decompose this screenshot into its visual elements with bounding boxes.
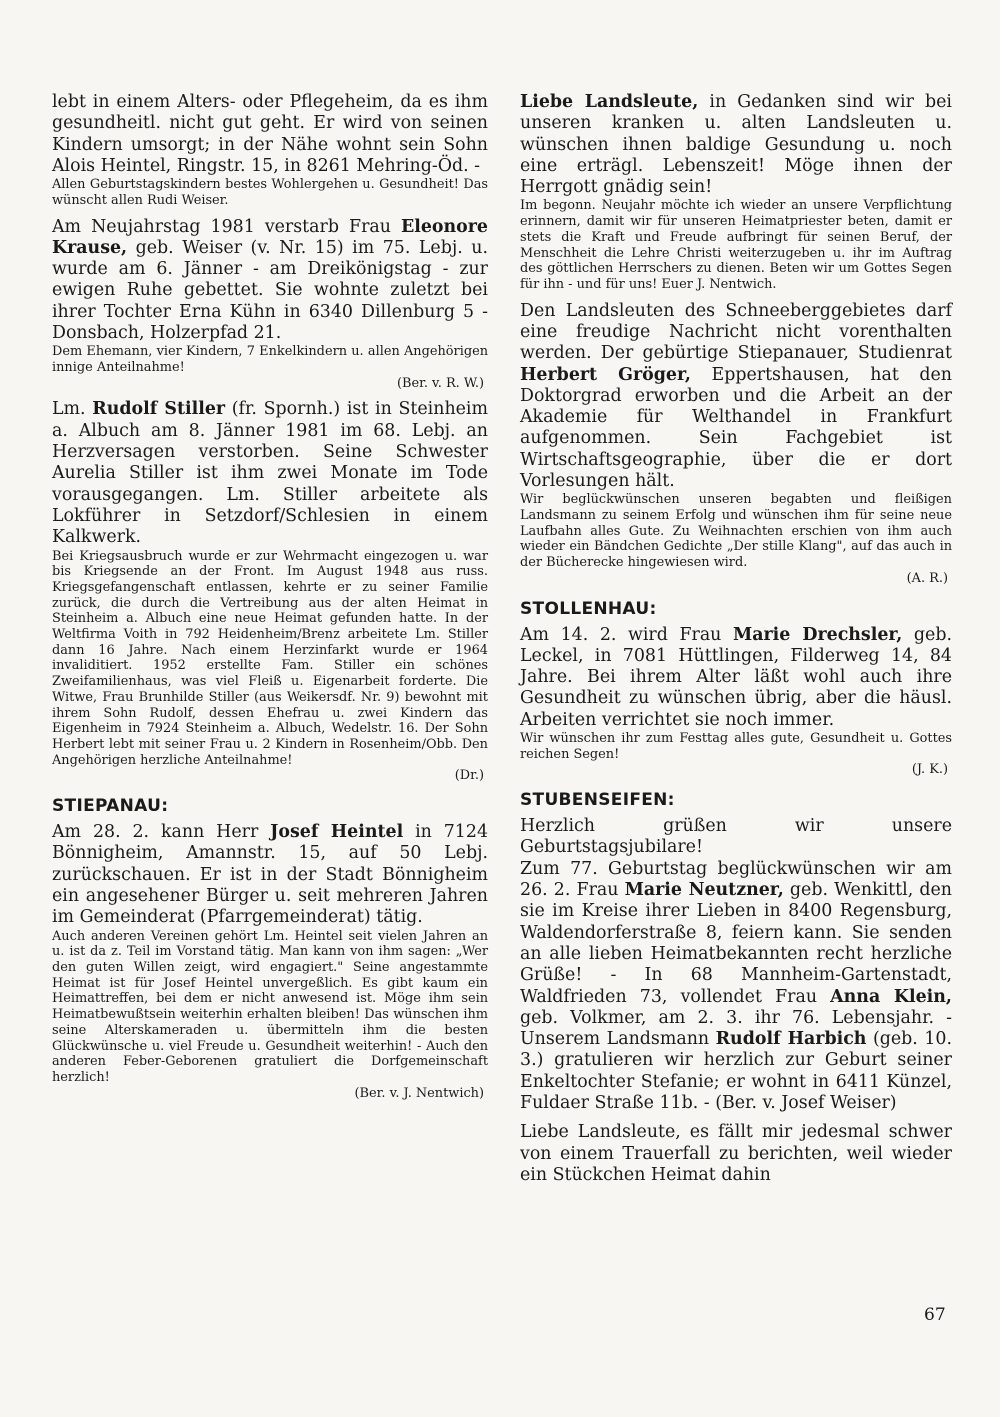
person-name: Marie Drechsler, (732, 624, 903, 645)
signature: (J. K.) (911, 762, 948, 778)
paragraph: Herzlich grüßen wir unsere Geburtstagsjubilare! (520, 816, 952, 858)
small-note: Wir wünschen ihr zum Festtag alles gute, Gesundheit u. Gottes reichen Segen! (520, 731, 952, 762)
small-note: Allen Geburtstagskindern bestes Wohlergehen u. Gesundheit! Das wünscht allen Rudi Weiser. (52, 177, 488, 208)
left-column (52, 92, 488, 1101)
signature: (A. R.) (906, 570, 948, 586)
signature: (Dr.) (454, 768, 484, 784)
small-note: Wir beglückwünschen unseren begabten und fleißigen Landsmann zu seinem Erfolg und wünschen ihm für seine neue Laufbahn alles Gute. Zu Weihnachten erschien von ihm auch wieder ein Bändchen Gedichte „Der stille Klang", auf das auch in der Büchereckе hingewiesen wird. (520, 492, 952, 571)
paragraph: Am Neujahrstag 1981 verstarb Frau Eleonore Krause, geb. Weiser (v. Nr. 15) im 75. Lebj. u. wurde am 6. Jänner - am Dreikönigstag - zur ewigen Ruhe gebettet. Sie wohnte zuletzt bei ihrer Tochter Erna Kühn in 6340 Dillenburg 5 - Donsbach, Holzerpfad 21. (52, 216, 488, 344)
paragraph: Am 14. 2. wird Frau Marie Drechsler, geb. Leckel, in 7081 Hüttlingen, Filderweg 14, 84 Jahre. Bei ihrem Alter läßt wohl auch ihre Gesundheit zu wünschen übrig, aber die häusl. Arbeiten verrichtet sie noch immer. (520, 624, 953, 730)
small-note: Auch anderen Vereinen gehört Lm. Heintel seit vielen Jahren an u. ist da z. Teil im Vorstand tätig. Man kann von ihm sagen: „Wer den guten Willen zeigt, wird engagiert." Seine angestammte Heimat ist für Josef Heintel unvergeßlich. Es gibt kaum ein Heimattreffen, bei dem er nicht anwesend ist. Möge ihm sein Heimatbewußtsein weiterhin erhalten bleiben! Das wünschen ihm seine Alterskameraden u. übermitteln ihm die besten Glückwünsche u. viel Freude u. Gesundheit weiterhin! - Auch den anderen Feber-Geborenen gratuliert die Dorfgemeinschaft herzlich! (52, 928, 488, 1085)
paragraph: Zum 77. Geburtstag beglückwünschen wir am 26. 2. Frau Marie Neutzner, geb. Wenkittl, den sie im Kreise ihrer Lieben in 8400 Regensburg, Waldendorferstraße 8, feiern kann. Sie senden an alle lieben Heimatbekannten recht herzliche Grüße! - In 68 Mannheim-Gartenstadt, Waldfrieden 73, vollendet Frau Anna Klein, geb. Volkmer, am 2. 3. ihr 76. Lebensjahr. - Unserem Landsmann Rudolf Harbich (geb. 10. 3.) gratulieren wir herzlich zur Geburt seiner Enkeltochter Stefanie; er wohnt in 6411 Künzel, Fuldaer Straße 11b. - (Ber. v. Josef Weiser) (520, 858, 952, 1114)
small-note: Dem Ehemann, vier Kindern, 7 Enkelkindern u. allen Angehörigen innige Anteilnahme! (52, 344, 488, 376)
right-column (520, 92, 952, 1186)
paragraph: Liebe Landsleute, es fällt mir jedesmal schwer von einem Trauerfall zu berichten, weil wieder ein Stückchen Heimat dahin (520, 1122, 952, 1185)
signature: (Ber. v. J. Nentwich) (354, 1085, 484, 1101)
section-heading: STIEPANAU: (52, 796, 169, 817)
paragraph: Den Landsleuten des Schneeberggebietes darf eine freudige Nachricht nicht vorenthalten werden. Der gebürtige Stiepanauer, Studienrat Herbert Gröger, Eppertshausen, hat den Doktorgrad erworben und die Arbeit an der Akademie für Welthandel in Frankfurt aufgenommen. Sein Fachgebiet ist Wirtschaftsgeographie, über die er dort Vorlesungen hält. (520, 300, 952, 492)
person-name: Marie Neutzner, (624, 880, 784, 901)
section-heading: STUBENSEIFEN: (520, 790, 675, 811)
small-note: Bei Kriegsausbruch wurde er zur Wehrmacht eingezogen u. war bis Kriegsende an der Front. Im August 1948 aus russ. Kriegsgefangenschaft entlassen, kehrte er zu seiner Familie zurück, die durch die Vertreibung aus der alten Heimat in Steinheim a. Albuch eine neue Heimat gefunden hatte. In der Weltfirma Voith in 792 Heidenheim/Brenz arbeitete Lm. Stiller dann 16 Jahre. Nach einem Herzinfarkt wurde er 1964 invaliditiert. 1952 erstellte Fam. Stiller ein schönes Zweifamilienhaus, was viel Fleiß u. Eigenarbeit forderte. Die Witwe, Frau Brunhilde Stiller (aus Weikersdf. Nr. 9) bewohnt mit ihrem Sohn Rudolf, dessen Ehefrau u. zwei Kindern das Eigenheim in 7924 Steinheim a. Albuch, Wedelstr. 16. Der Sohn Herbert lebt mit seiner Frau u. 2 Kindern in Rosenheim/Obb. Den Angehörigen herzliche Anteilnahme! (52, 548, 488, 768)
paragraph: Am 28. 2. kann Herr Josef Heintel in 7124 Bönnigheim, Amannstr. 15, auf 50 Lebj. zurückschauen. Er ist in der Stadt Bönnigheim ein angesehener Bürger u. seit mehreren Jahren im Gemeinderat (Pfarrgemeinderat) tätig. (52, 822, 489, 928)
person-name: Josef Heintel (270, 822, 404, 843)
person-name: Rudolf Stiller (92, 399, 226, 420)
small-note: Im begonn. Neujahr möchte ich wieder an unsere Verpflichtung erinnern, damit wir für unseren Heimatpriester beten, damit er stets die Kraft und Freude aufbringt für seinen Beruf, der Menschheit die Lehre Christi weiterzugeben u. ihr im Auftrag des göttlichen Herrschers zu dienen. Beten wir um Gottes Segen für ihn - und für uns! Euer J. Nentwich. (520, 198, 952, 292)
signature: (Ber. v. R. W.) (396, 375, 484, 391)
paragraph: lebt in einem Alters- oder Pflegeheim, da es ihm gesundheitl. nicht gut geht. Er wird von seinen Kindern umsorgt; in der Nähe wohnt sein Sohn Alois Heintel, Ringstr. 15, in 8261 Mehring-Öd. - (52, 92, 488, 176)
paragraph: Liebe Landsleute, in Gedanken sind wir bei unseren kranken u. alten Landsleuten u. wünschen ihnen baldige Gesundung u. noch eine erträgl. Lebenszeit! Möge ihnen der Herrgott gnädig sein! (520, 92, 952, 198)
paragraph: Lm. Rudolf Stiller (fr. Spornh.) ist in Steinheim a. Albuch am 8. Jänner 1981 im 68. Lebj. an Herzversagen verstorben. Seine Schwester Aurelia Stiller ist ihm zwei Monate im Tode vorausgegangen. Lm. Stiller arbeitete als Lokführer in Setzdorf/Schlesien in einem Kalkwerk. (52, 399, 488, 548)
person-name: Herbert Gröger, (520, 364, 691, 385)
page-number: 67 (924, 1305, 946, 1325)
person-name: Rudolf Harbich (715, 1029, 867, 1050)
section-heading: STOLLENHAU: (520, 598, 657, 619)
person-name: Eleonore Krause, (52, 216, 488, 258)
person-name: Anna Klein, (830, 986, 952, 1007)
